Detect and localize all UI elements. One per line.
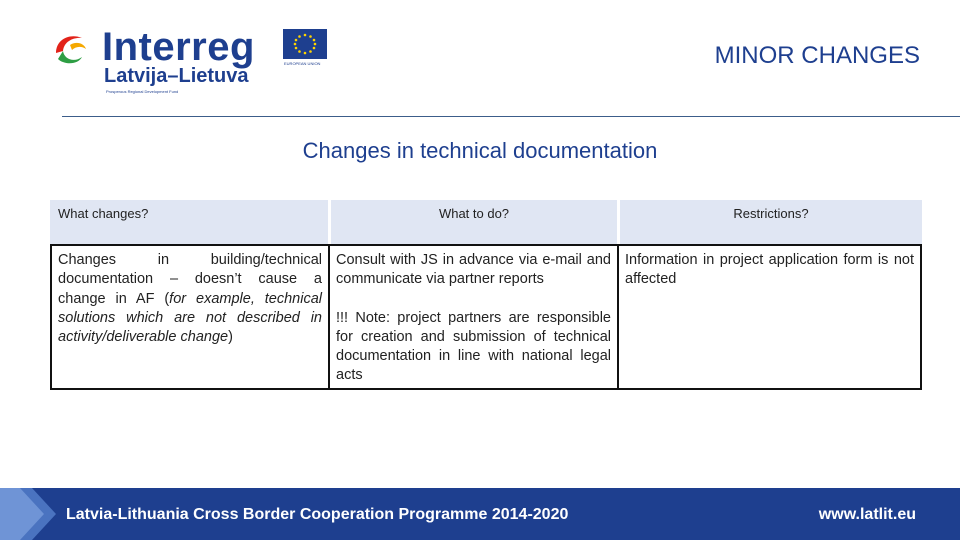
table-row <box>50 244 922 390</box>
changes-example: for example, technical solutions which are not described in activity/deliverable change <box>58 290 322 346</box>
logo-subtitle: Latvija–Lietuva <box>104 65 249 87</box>
cell-what-changes <box>52 246 328 388</box>
changes-table <box>50 200 922 390</box>
eu-label: EUROPEAN UNION <box>284 61 321 66</box>
interreg-swirl-icon <box>52 29 92 69</box>
footer-arrow-icon <box>0 488 60 540</box>
footer-bar <box>0 488 960 540</box>
logo-word: Interreg <box>102 25 255 69</box>
eu-flag-icon <box>283 29 327 59</box>
todo-consult-text: Consult with JS in advance via e-mail and communicate via partner reports <box>336 252 611 288</box>
changes-text: Changes in building/technical documentation – doesn’t cause a change in AF ( <box>58 252 322 307</box>
todo-note-text: !!! Note: project partners are responsible for creation and submission of technical documentation in line with national legal acts <box>336 309 611 384</box>
interreg-logo <box>52 26 342 98</box>
footer-program-name: Latvia-Lithuania Cross Border Cooperation Programme 2014-2020 <box>66 506 569 523</box>
document-title: Changes in technical documentation <box>302 138 658 163</box>
page-heading: MINOR CHANGES <box>714 42 920 69</box>
table-header-row <box>50 200 922 244</box>
logo-tagline: Prosperous Regional Development Fund <box>106 89 179 94</box>
cell-what-to-do <box>328 246 617 388</box>
column-header-what-to-do: What to do? <box>328 200 617 244</box>
header-divider <box>62 116 960 117</box>
footer-website-link[interactable]: www.latlit.eu <box>818 506 916 523</box>
changes-close: ) <box>228 329 233 346</box>
column-header-what-changes: What changes? <box>58 206 149 221</box>
cell-restrictions: Information in project application form is not affected <box>617 246 920 388</box>
column-header-restrictions: Restrictions? <box>617 200 922 244</box>
